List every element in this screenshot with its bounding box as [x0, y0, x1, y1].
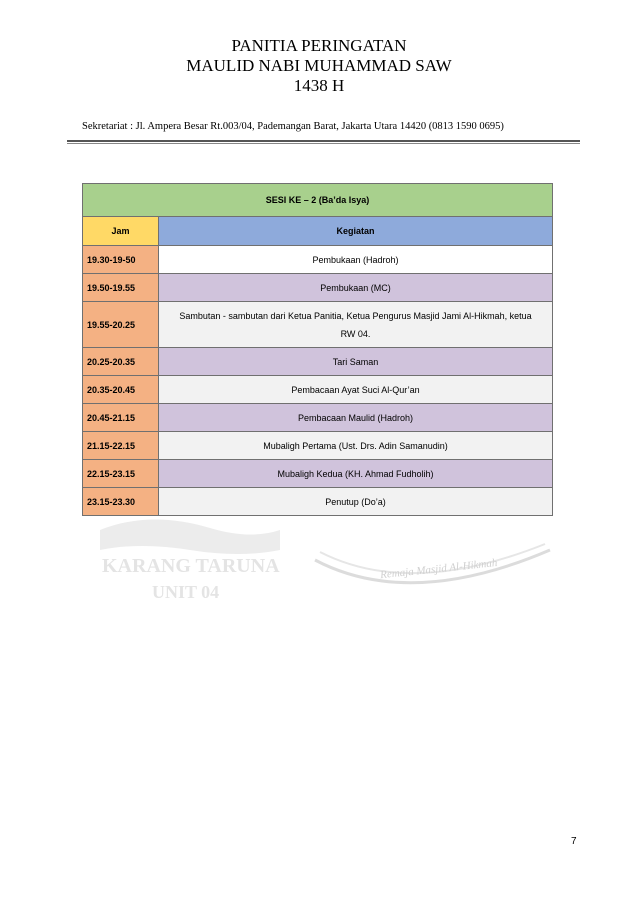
table-row [83, 302, 553, 348]
schedule-title: SESI KE – 2 (Ba’da Isya) [83, 184, 553, 217]
time-cell: 19.50-19.55 [83, 274, 159, 302]
table-row [83, 460, 553, 488]
page-number: 7 [571, 836, 577, 847]
column-header-time: Jam [83, 217, 159, 246]
header-rule [67, 140, 580, 142]
header-line-2: MAULID NABI MUHAMMAD SAW [186, 56, 452, 75]
header-rule-secondary [67, 143, 580, 144]
table-row [83, 246, 553, 274]
time-cell: 19.55-20.25 [83, 302, 159, 348]
document-header [0, 36, 638, 96]
table-row [83, 274, 553, 302]
activity-cell: Pembukaan (Hadroh) [159, 246, 553, 274]
table-row [83, 376, 553, 404]
table-row [83, 348, 553, 376]
time-cell: 22.15-23.15 [83, 460, 159, 488]
schedule-header-row [83, 217, 553, 246]
watermark-left-emblem [100, 519, 280, 554]
watermark-left-line-1: KARANG TARUNA [102, 555, 280, 577]
table-row [83, 432, 553, 460]
time-cell: 21.15-22.15 [83, 432, 159, 460]
activity-cell: Pembukaan (MC) [159, 274, 553, 302]
secretariat-address: Sekretariat : Jl. Ampera Besar Rt.003/04, Pademangan Barat, Jakarta Utara 14420 (0813 1590 0695) [82, 121, 504, 132]
time-cell: 23.15-23.30 [83, 488, 159, 516]
time-cell: 20.35-20.45 [83, 376, 159, 404]
table-row [83, 404, 553, 432]
activity-cell: Penutup (Do’a) [159, 488, 553, 516]
activity-cell: Tari Saman [159, 348, 553, 376]
watermark-logos [80, 510, 600, 620]
header-line-1: PANITIA PERINGATAN [231, 36, 407, 55]
schedule-title-row [83, 184, 553, 217]
activity-cell: Sambutan - sambutan dari Ketua Panitia, Ketua Pengurus Masjid Jami Al-Hikmah, ketua RW 04. [159, 302, 553, 348]
activity-cell: Mubaligh Pertama (Ust. Drs. Adin Samanudin) [159, 432, 553, 460]
time-cell: 20.45-21.15 [83, 404, 159, 432]
time-cell: 20.25-20.35 [83, 348, 159, 376]
table-row [83, 488, 553, 516]
column-header-activity: Kegiatan [159, 217, 553, 246]
watermark-left-line-2: UNIT 04 [152, 582, 220, 602]
watermark-right-text: Remaja Masjid Al-Hikmah [379, 557, 498, 582]
activity-cell: Pembacaan Ayat Suci Al-Qur’an [159, 376, 553, 404]
activity-cell: Mubaligh Kedua (KH. Ahmad Fudholih) [159, 460, 553, 488]
header-line-3: 1438 H [293, 76, 345, 95]
activity-cell: Pembacaan Maulid (Hadroh) [159, 404, 553, 432]
schedule-table [82, 183, 553, 516]
time-cell: 19.30-19-50 [83, 246, 159, 274]
